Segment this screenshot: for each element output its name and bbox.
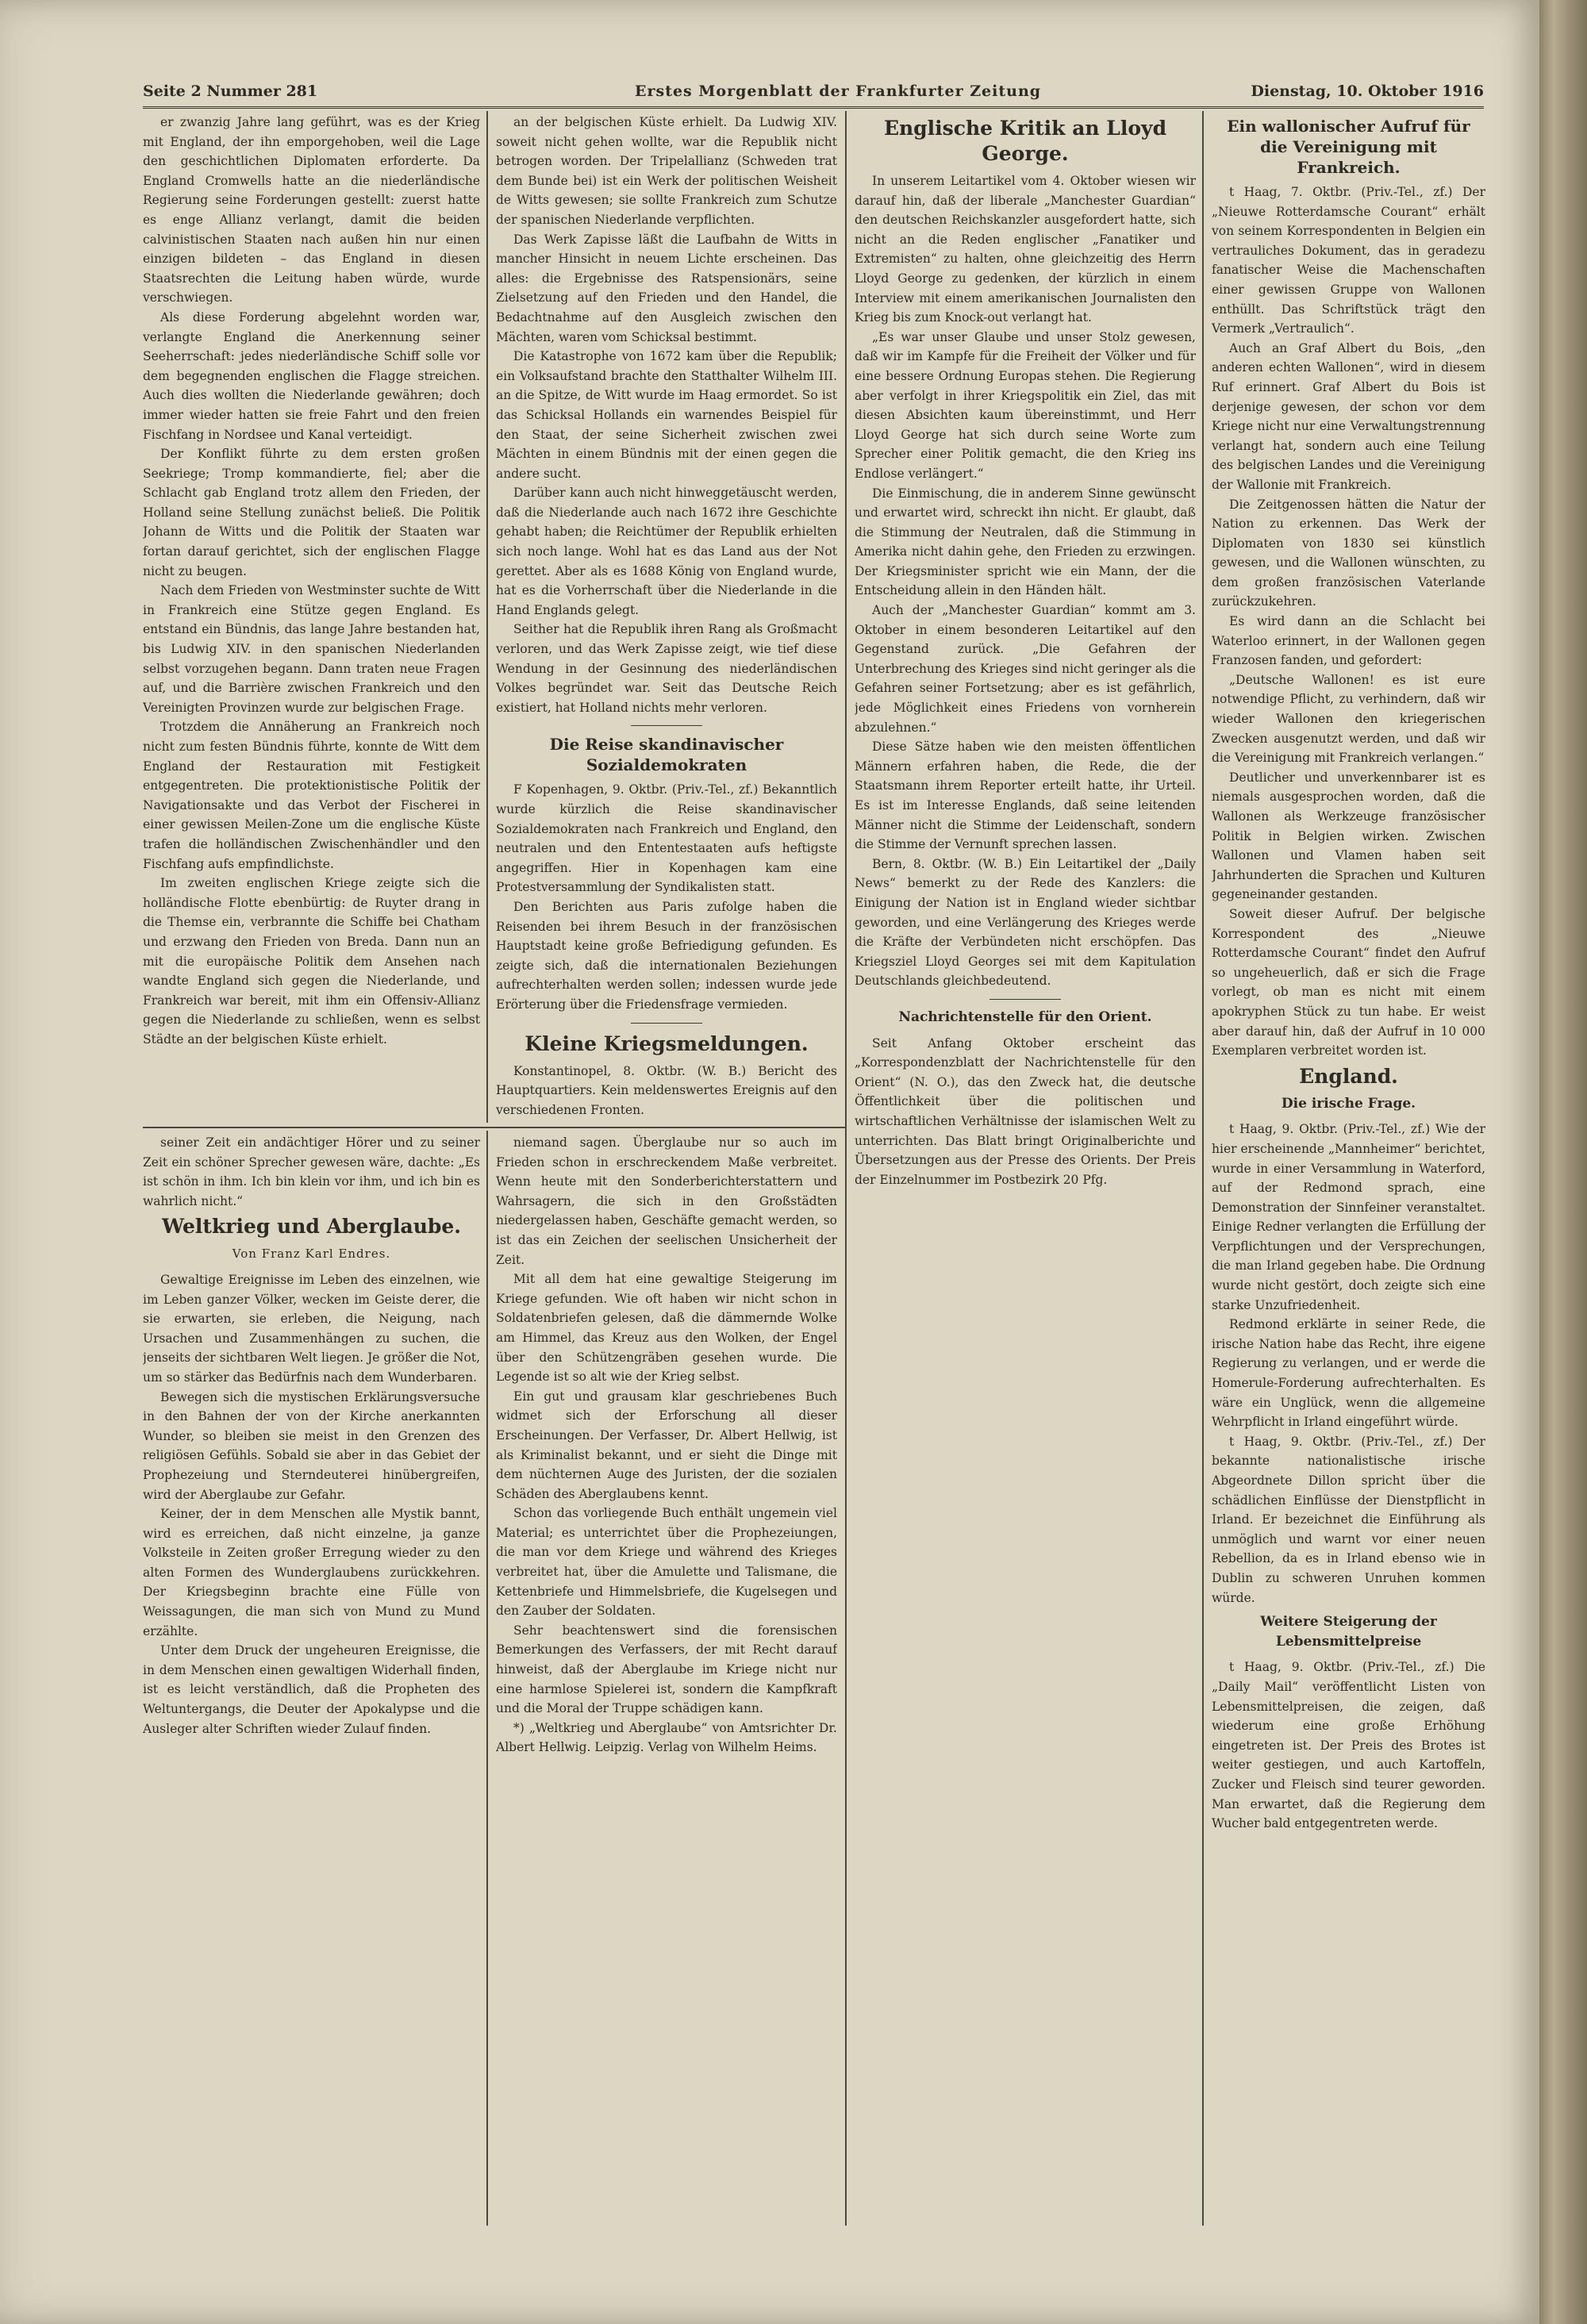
paragraph: Trotzdem die Annäherung an Frankreich noch nicht zum festen Bündnis führte, konnte de Witt dem England der Restauration mit Festigkeit entgegentreten. Die protektionistische Politik der Navigationsakte und das Verbot der Fischerei in einer gewissen Meilen-Zone um die englische Küste trafen die holländischen Zwischenhändler und den Fischfang aufs empfindlichste.: [143, 720, 480, 871]
paragraph: [496, 1120, 837, 1122]
page-edge: [1539, 0, 1587, 2324]
paragraph: Den Berichten aus Paris zufolge haben die Reisenden bei ihrem Besuch in der französischen Hauptstadt keine große Befriedigung gefunden. Es zeigte sich, daß die internationalen Beziehungen aufrechterhalten werden sollen; indessen wurde jede Erörterung über die Friedensfrage vermieden.: [496, 899, 837, 1012]
headline-kriegsmeldungen: Kleine Kriegsmeldungen.: [525, 1031, 809, 1055]
paragraph: Soweit dieser Aufruf. Der belgische Korrespondent des „Nieuwe Rotterdamsche Courant“ findet den Aufruf so ungeheuerlich, daß er sich die Frage vorlegt, ob man es nicht mit einem apokryphen Stück zu tun habe. Er weist aber darauf hin, daß der Aufruf in 10 000 Exemplaren verbreitet worden ist.: [1212, 906, 1485, 1058]
article-lloyd-george: [855, 113, 1196, 2223]
column-rule: [486, 111, 488, 1123]
article-aberglaube-part1: [143, 1133, 480, 2224]
paragraph: Auch an Graf Albert du Bois, „den anderen echten Wallonen“, wird in diesem Ruf erinnert. Graf Albert du Bois ist derjenige gewesen, der schon vor dem Kriege nicht nur eine Verwaltungstrennung verlangt hat, sondern auch eine Teilung des belgischen Landes und die Vereinigung der Wallonie mit Frankreich.: [1212, 340, 1485, 492]
separator: [989, 999, 1061, 1000]
article-holland-england-part1: [143, 113, 480, 1122]
paragraph: t Haag, 7. Oktbr. (Priv.-Tel., zf.) Der „Nieuwe Rotterdamsche Courant“ erhält von seinem Korrespondenten in Belgien ein vertrauliches Dokument, das in geradezu fanatischer Weise die Machenschaften einer gewissen Gruppe von Wallonen enthüllt. Das Schriftstück trägt den Vermerk „Vertraulich“.: [1212, 185, 1485, 336]
paragraph: Die Einmischung, die in anderem Sinne gewünscht und erwartet wird, schreckt ihn nicht. Er glaubt, daß die Stimmung der Neutralen, daß die Stimmung in Amerika nicht dahin gehe, den Frieden zu erzwingen. Der Kriegsminister spricht wie ein Mann, der die Entscheidung allein in den Händen hält.: [855, 486, 1196, 598]
subheadline-irische-frage: Die irische Frage.: [1281, 1095, 1416, 1112]
section-rule: [143, 1127, 845, 1128]
paragraph: Sehr beachtenswert sind die forensischen Bemerkungen des Verfassers, der mit Recht darauf hinweist, daß der Aberglaube im Kriege nicht nur eine harmlose Spielerei ist, sondern die Kampfkraft und die Moral der Truppe schädigen kann.: [496, 1623, 837, 1716]
paragraph: „Deutsche Wallonen! es ist eure notwendige Pflicht, zu verhindern, daß wir wieder Wallonen den kriegerischen Zwecken ausgenutzt werden, und daß wir die Vereinigung mit Frankreich verlangen.“: [1212, 672, 1485, 766]
paragraph: Das Werk Zapisse läßt die Laufbahn de Witts in mancher Hinsicht in neuem Lichte erscheinen. Das alles: die Ergebnisse des Ratspensionärs, seine Zielsetzung auf den Frieden und den Handel, die Bedachtnahme auf den Ausgleich zwischen den Mächten, waren vom Schicksal bestimmt.: [496, 232, 837, 344]
paragraph: Konstantinopel, 8. Oktbr. (W. B.) Bericht des Hauptquartiers. Kein meldenswertes Ereignis auf den verschiedenen Fronten.: [496, 1063, 837, 1117]
headline-lloyd-george: Englische Kritik an Lloyd George.: [883, 117, 1167, 165]
header-masthead: Erstes Morgenblatt der Frankfurter Zeitung: [635, 83, 1042, 100]
article-wallonen-england: [1212, 113, 1485, 2223]
column-rule: [1202, 111, 1204, 2226]
byline-author: Von Franz Karl Endres.: [232, 1247, 391, 1262]
column-rule: [845, 111, 847, 2226]
header-page-number: Seite 2 Nummer 281: [143, 83, 318, 100]
paragraph: Der Konflikt führte zu dem ersten großen Seekriege; Tromp kommandierte, fiel; aber die Schlacht gab England trotz allem den Frieden, der Holland seine Stellung zunächst beließ. Die Politik Johann de Witts und die Politik der Staaten war fortan darauf gerichtet, sich der englischen Flagge nicht zu beugen.: [143, 447, 480, 578]
paragraph: Im zweiten englischen Kriege zeigte sich die holländische Flotte ebenbürtig: de Ruyter drang in die Themse ein, verbrannte die Schiffe bei Chatham und erzwang den Frieden von Breda. Dann nun an mit die europäische Politik dem Ansehen nach wandte England sich gegen die Niederlande, und Frankreich war bereit, mit ihm ein Offensiv-Allianz gegen die Niederlande zu schließen, wenn es selbst Städte an der belgischen Küste erhielt.: [143, 876, 480, 1047]
paragraph: Die Zeitgenossen hätten die Natur der Nation zu erkennen. Das Werk der Diplomaten von 1830 sei künstlich gewesen, und die Wallonen wünschten, zu dem großen französischen Vaterlande zurückzukehren.: [1212, 497, 1485, 609]
paragraph: Als diese Forderung abgelehnt worden war, verlangte England die Anerkennung seiner Seeherrschaft: jedes niederländische Schiff solle vor dem begegnenden englischen die Flagge streichen. Auch dies wollten die Niederlande gewähren; doch immer wieder hatten sie freie Fahrt und den freien Fischfang in Nordsee und Kanal verteidigt.: [143, 309, 480, 442]
paragraph: t Haag, 9. Oktbr. (Priv.-Tel., zf.) Die „Daily Mail“ veröffentlicht Listen von Lebensmittelpreisen, die zeigen, daß wiederum eine große Erhöhung eingetreten ist. Der Preis des Brotes ist weiter gestiegen, und auch Kartoffeln, Zucker und Fleisch sind teurer geworden. Man erwartet, daß die Regierung dem Wucher bald entgegentreten werde.: [1212, 1660, 1485, 1831]
paragraph: In unserem Leitartikel vom 4. Oktober wiesen wir darauf hin, daß der liberale „Manchester Guardian“ den deutschen Reichskanzler ausgefordert hatte, sich nicht an die Reden englischer „Fanatiker und Extremisten“ zu halten, ohne gleichzeitig des Herrn Lloyd George zu gedenken, der kürzlich in einem Interview mit einem amerikanischen Journalisten den Krieg bis zum Knock-out verlangt hat.: [855, 174, 1196, 325]
paragraph: Keiner, der in dem Menschen alle Mystik bannt, wird es erreichen, daß nicht einzelne, ja ganze Volksteile in Zeiten großer Erregung wieder zu den alten Formen des Wunderglaubens zurückkehren. Der Kriegsbeginn brachte eine Fülle von Weissagungen, die man sich von Mund zu Mund erzählte.: [143, 1507, 480, 1638]
paragraph: Seit Anfang Oktober erscheint das „Korrespondenzblatt der Nachrichtenstelle für den Orient“ (N. O.), das den Zweck hat, die deutsche Öffentlichkeit über die politischen und wirtschaftlichen Verhältnisse der islamischen Welt zu unterrichten. Das Blatt bringt Originalberichte und Übersetzungen aus der Presse des Orients. Der Preis der Einzelnummer im Postbezirk 20 Pfg.: [855, 1035, 1196, 1187]
separator: [631, 1023, 702, 1024]
paragraph: Es wird dann an die Schlacht bei Waterloo erinnert, in der Wallonen gegen Franzosen fanden, und gefordert:: [1212, 614, 1485, 668]
paragraph: Unter dem Druck der ungeheuren Ereignisse, die in dem Menschen einen gewaltigen Widerhall finden, ist es leicht verständlich, daß die Propheten des Weltuntergangs, die Deuter der Apokalypse und die Ausleger alter Schriften wieder Zulauf finden.: [143, 1643, 480, 1736]
paragraph: Gewaltige Ereignisse im Leben des einzelnen, wie im Leben ganzer Völker, wecken im Geiste derer, die sie erwarten, sie erleben, die Neigung, nach Ursachen und Zusammenhängen zu suchen, die jenseits der sichtbaren Welt liegen. Je größer die Not, um so stärker das Bedürfnis nach dem Wunderbaren.: [143, 1272, 480, 1385]
headline-wallonen: Ein wallonischer Aufruf für die Vereinigung mit Frankreich.: [1227, 117, 1470, 177]
paragraph: Schon das vorliegende Buch enthält ungemein viel Material; es unterrichtet über die Prophezeiungen, die man vor dem Kriege und während des Krieges verbreitet hat, über die Amulette und Talismane, die Kettenbriefe und Himmelsbriefe, die Kugelsegen und den Zauber der Soldaten.: [496, 1506, 837, 1619]
paragraph: Ein gut und grausam klar geschriebenes Buch widmet sich der Erforschung all dieser Erscheinungen. Der Verfasser, Dr. Albert Hellwig, ist als Kriminalist bekannt, und er sieht die Dinge mit dem nüchternen Auge des Juristen, der die sozialen Schäden des Aberglaubens kennt.: [496, 1389, 837, 1501]
headline-england: England.: [1299, 1064, 1398, 1088]
page-header: [143, 79, 1484, 109]
paragraph: Nach dem Frieden von Westminster suchte de Witt in Frankreich eine Stütze gegen England. Es entstand ein Bündnis, das lange Jahre bestanden hat, bis Ludwig XIV. in den spanischen Niederlanden selbst vorzugehen begann. Dann traten neue Fragen auf, und die Barrière zwischen Frankreich und den Vereinigten Provinzen wurde zur belgischen Frage.: [143, 583, 480, 715]
paragraph: Darüber kann auch nicht hinweggetäuscht werden, daß die Niederlande auch nach 1672 ihre Geschichte gehabt haben; die Reichtümer der Republik erhielten sich noch lange. Wohl hat es das Land aus der Not gerettet. Aber als es 1688 König von England wurde, hat es die Vorherrschaft über die Niederlande in die Hand Englands gelegt.: [496, 486, 837, 617]
paragraph: er zwanzig Jahre lang geführt, was es der Krieg mit England, der ihn emporgehoben, weil die Lage den geschichtlichen Diplomaten erforderte. Da England Cromwells hatte an die niederländische Regierung seine Forderungen gestellt: zuerst hatte es enge Allianz verlangt, damit die beiden calvinistischen Staaten nach außen hin nur einen einzigen bildeten – das England in diesen Staatsrechten die Leitung haben würde, wurde verschwiegen.: [143, 115, 480, 305]
paragraph: Auch der „Manchester Guardian“ kommt am 3. Oktober in einem besonderen Leitartikel auf den Gegenstand zurück. „Die Gefahren der Unterbrechung des Krieges sind nicht geringer als die Gefahren seiner Fortsetzung; aber es ist gefährlich, jede Möglichkeit eines Friedens von vornherein abzulehnen.“: [855, 603, 1196, 735]
paragraph: t Haag, 9. Oktbr. (Priv.-Tel., zf.) Wie der hier erscheinende „Mannheimer“ berichtet, wurde in einer Versammlung in Waterford, auf der Redmond sprach, eine Demonstration der Sinnfeiner veranstaltet. Einige Redner verlangten die Erfüllung der Verpflichtungen und der Versprechungen, die man Irland gegeben habe. Die Ordnung wurde nicht gestört, doch zeigte sich eine starke Unzufriedenheit.: [1212, 1122, 1485, 1312]
paragraph: t Haag, 9. Oktbr. (Priv.-Tel., zf.) Der bekannte nationalistische irische Abgeordnete Dillon spricht über die schädlichen Einflüsse der Dienstpflicht in Irland. Er bezeichnet die Einführung als unmöglich und warnt vor einer neuen Rebellion, da es in Irland ebenso wie in Dublin zu schweren Unruhen kommen würde.: [1212, 1434, 1485, 1605]
paragraph: Diese Sätze haben wie den meisten öffentlichen Männern erfahren haben, die Rede, die der Staatsmann ihrem Reporter erteilt hatte, ihr Urteil. Es ist im Interesse Englands, daß seine leitenden Männer nicht die Stimme der Leidenschaft, sondern die Stimme der Vernunft sprechen lassen.: [855, 739, 1196, 852]
paragraph: an der belgischen Küste erhielt. Da Ludwig XIV. soweit nicht gehen wollte, war die Republik nicht betrogen worden. Der Tripelallianz (Schweden trat dem Bunde bei) ist ein Werk der politischen Weisheit de Witts gewesen; sie sollte Frankreich zum Schutze der spanischen Niederlande verpflichten.: [496, 115, 837, 227]
paragraph: Bern, 8. Oktbr. (W. B.) Ein Leitartikel der „Daily News“ bemerkt zu der Rede des Kanzlers: die Einigung der Nation ist in England wieder sichtbar geworden, und eine Verlängerung des Krieges werde die Kräfte der Verbündeten nicht erschöpfen. Das Kriegsziel Lloyd Georges sei mit dem Kapitulation Deutschlands gleichbedeutend.: [855, 856, 1196, 989]
column-rule: [486, 1131, 488, 2226]
article-holland-england-part2: [496, 113, 837, 1122]
headline-aberglaube: Weltkrieg und Aberglaube.: [161, 1215, 461, 1239]
article-aberglaube-part2: [496, 1133, 837, 2224]
paragraph: Deutlicher und unverkennbarer ist es niemals ausgesprochen worden, daß die Wallonen als Werkzeuge französischer Politik in Belgien wirken. Zwischen Wallonen und Vlamen haben seit Jahrhunderten die Sprachen und Kulturen gegeneinander gestanden.: [1212, 770, 1485, 902]
paragraph: Bewegen sich die mystischen Erklärungsversuche in den Bahnen der von der Kirche anerkannten Wunder, so bleiben sie meist in den Grenzen des religiösen Gefühls. Sobald sie aber in das Gebiet der Prophezeiung und Sterndeuterei hinübergreifen, wird der Aberglaube zur Gefahr.: [143, 1389, 480, 1502]
footnote: *) „Weltkrieg und Aberglaube“ von Amtsrichter Dr. Albert Hellwig. Leipzig. Verlag von Wilhelm Heims.: [496, 1720, 837, 1755]
separator: [631, 725, 702, 726]
paragraph: Seither hat die Republik ihren Rang als Großmacht verloren, und das Werk Zapisse zeigt, wie tief diese Wendung in der Gesinnung des niederländischen Volkes begründet war. Seit das Deutsche Reich existiert, hat Holland nichts mehr verloren.: [496, 622, 837, 715]
paragraph: niemand sagen. Überglaube nur so auch im Frieden schon in erschreckendem Maße verbreitet. Wenn heute mit den Sonderberichterstattern und Wahrsagern, die sich in den Großstädten niedergelassen haben, Geschäfte gemacht werden, so ist das ein Zeichen der seelischen Unsicherheit der Zeit.: [496, 1135, 837, 1267]
headline-skandinavier: Die Reise skandinavischer Sozialdemokraten: [549, 735, 784, 775]
paragraph: Redmond erklärte in seiner Rede, die irische Nation habe das Recht, ihre eigene Regierung zu verlangen, und er werde die Homerule-Forderung aufrechterhalten. Es wäre ein Unglück, wenn die allgemeine Wehrpflicht in Irland eingeführt würde.: [1212, 1317, 1485, 1430]
paragraph: Mit all dem hat eine gewaltige Steigerung im Kriege gefunden. Wie oft haben wir nicht schon in Soldatenbriefen gelesen, daß die dämmernde Wolke am Himmel, das Kreuz aus den Wolken, der Engel über den Schützengräben gesehen wurde. Die Legende ist so alt wie der Krieg selbst.: [496, 1272, 837, 1385]
paragraph: Die Katastrophe von 1672 kam über die Republik; ein Volksaufstand brachte den Statthalter Wilhelm III. an die Spitze, de Witt wurde im Haag ermordet. So ist das Schicksal Hollands ein warnendes Beispiel für den Staat, der seine Sicherheit zwischen zwei Mächten in einem Bündnis mit der einen gegen die andere sucht.: [496, 349, 837, 481]
headline-orient: Nachrichtenstelle für den Orient.: [898, 1008, 1152, 1025]
paragraph: seiner Zeit ein andächtiger Hörer und zu seiner Zeit ein schöner Sprecher gewesen wäre, dachte: „Es ist schön in ihm. Ich bin klein vor ihm, und ich bin es wahrlich nicht.“: [143, 1135, 480, 1208]
header-date: Dienstag, 10. Oktober 1916: [1251, 83, 1484, 100]
headline-lebensmittelpreise: Weitere Steigerung der Lebensmittelpreise: [1260, 1614, 1437, 1650]
paragraph: F Kopenhagen, 9. Oktbr. (Priv.-Tel., zf.) Bekanntlich wurde kürzlich die Reise skandinavischer Sozialdemokraten nach Frankreich und England, den neutralen und den Ententestaaten aufs heftigste angegriffen. Hier in Kopenhagen kam eine Protestversammlung der Syndikalisten statt.: [496, 782, 837, 895]
paragraph: „Es war unser Glaube und unser Stolz gewesen, daß wir im Kampfe für die Freiheit der Völker und für eine bessere Ordnung Europas stehen. Die Regierung aber verfolgt in ihrer Kriegspolitik ein Ziel, das mit diesen Absichten kaum übereinstimmt, und Herr Lloyd George hat sich durch seine Worte zum Sprecher einer Politik gemacht, die den Krieg ins Endlose verlängert.“: [855, 329, 1196, 481]
